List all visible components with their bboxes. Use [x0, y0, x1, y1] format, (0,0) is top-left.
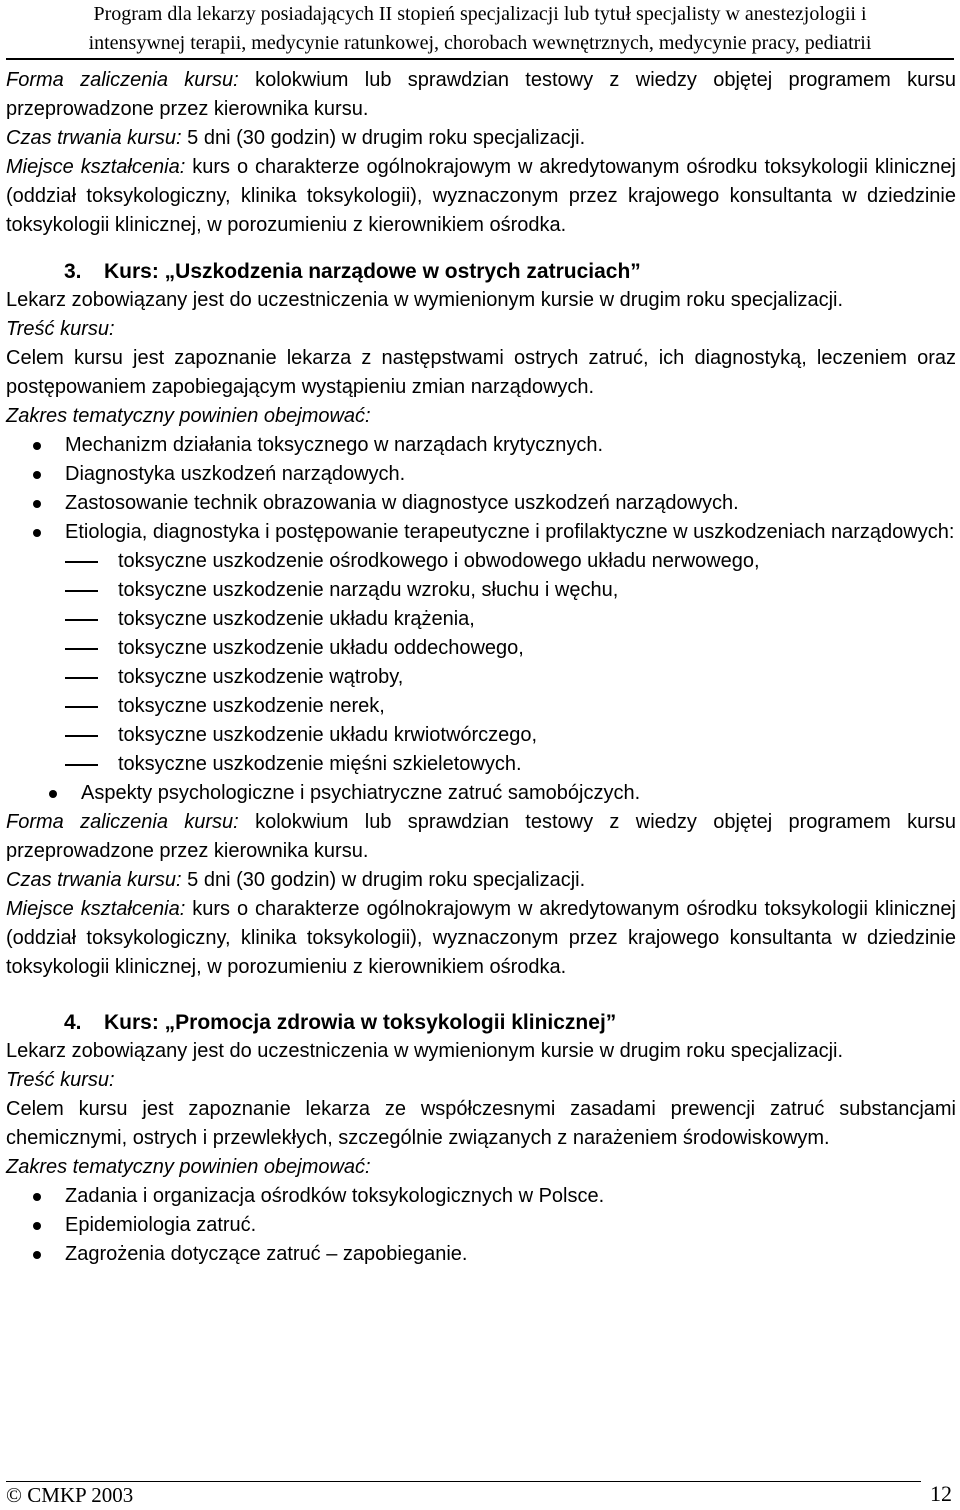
list-item: toksyczne uszkodzenie ośrodkowego i obwodowego układu nerwowego, [6, 547, 956, 576]
czas-trwania-paragraph [6, 124, 956, 153]
list-item: Epidemiologia zatruć. [6, 1211, 956, 1240]
forma-zaliczenia-label: Forma zaliczenia kursu: [6, 69, 239, 91]
course-3-title: Kurs: „Uszkodzenia narządowe w ostrych zatruciach” [104, 260, 641, 283]
course-4-title: Kurs: „Promocja zdrowia w toksykologii klinicznej” [104, 1011, 617, 1034]
course-3-forma-label: Forma zaliczenia kursu: [6, 811, 239, 833]
course-3-topic-list [6, 431, 956, 547]
list-item: toksyczne uszkodzenie narządu wzroku, słuchu i węchu, [6, 576, 956, 605]
miejsce-ksztalcenia-paragraph [6, 153, 956, 240]
miejsce-ksztalcenia-label: Miejsce kształcenia: [6, 156, 186, 178]
list-item: Etiologia, diagnostyka i postępowanie terapeutyczne i profilaktyczne w uszkodzeniach narządowych: [6, 518, 956, 547]
page-header [6, 0, 954, 60]
course-3-number: 3. [64, 260, 82, 283]
footer-copyright: © CMKP 2003 [6, 1483, 134, 1507]
list-item: toksyczne uszkodzenie układu krwiotwórczego, [6, 721, 956, 750]
course-3-heading [64, 257, 956, 286]
list-item: toksyczne uszkodzenie układu krążenia, [6, 605, 956, 634]
course-3-czas-label: Czas trwania kursu: [6, 869, 182, 891]
course-4-number: 4. [64, 1011, 82, 1034]
course-4-heading [64, 1008, 956, 1037]
list-item: toksyczne uszkodzenie mięśni szkieletowych. [6, 750, 956, 779]
course-3-subtitle: Lekarz zobowiązany jest do uczestniczenia w wymienionym kursie w drugim roku specjalizacji. [6, 289, 844, 311]
course-3-tresc-text: Celem kursu jest zapoznanie lekarza z następstwami ostrych zatruć, ich diagnostyką, leczeniem oraz postępowaniem zapobiegającym wystąpieniu zmian narządowych. [6, 347, 956, 398]
course-3-tresc-label: Treść kursu: [6, 318, 115, 340]
course-3-topic-list-end [6, 779, 956, 808]
header-line-1: Program dla lekarzy posiadających II stopień specjalizacji lub tytuł specjalisty w anestezjologii i [93, 3, 867, 25]
course-3-subtopic-list [6, 547, 956, 779]
course-3-zakres-label: Zakres tematyczny powinien obejmować: [6, 405, 371, 427]
list-item: toksyczne uszkodzenie nerek, [6, 692, 956, 721]
course-3-miejsce-text: kurs o charakterze ogólnokrajowym w akredytowanym ośrodku toksykologii klinicznej (oddział toksykologiczny, klinika toksykologii), wyznaczonym przez krajowego konsultanta w dziedzinie toksykologii klinicznej, w porozumieniu z kierownikiem ośrodka. [6, 898, 956, 978]
forma-zaliczenia-text: kolokwium lub sprawdzian testowy z wiedzy objętej programem kursu przeprowadzone przez kierownika kursu. [6, 69, 956, 120]
course-3-forma-paragraph [6, 808, 956, 866]
course-4-topic-list [6, 1182, 956, 1269]
footer-divider [6, 1481, 921, 1482]
list-item: Zagrożenia dotyczące zatruć – zapobieganie. [6, 1240, 956, 1269]
list-item: Zadania i organizacja ośrodków toksykologicznych w Polsce. [6, 1182, 956, 1211]
page-number: 12 [930, 1481, 952, 1506]
list-item: Aspekty psychologiczne i psychiatryczne zatruć samobójczych. [6, 779, 956, 808]
list-item: toksyczne uszkodzenie układu oddechowego, [6, 634, 956, 663]
miejsce-ksztalcenia-text: kurs o charakterze ogólnokrajowym w akredytowanym ośrodku toksykologii klinicznej (oddział toksykologiczny, klinika toksykologii), wyznaczonym przez krajowego konsultanta w dziedzinie toksykologii klinicznej, w porozumieniu z kierownikiem ośrodka. [6, 156, 956, 236]
course-3-miejsce-paragraph [6, 895, 956, 982]
list-item: Mechanizm działania toksycznego w narządach krytycznych. [6, 431, 956, 460]
course-3-forma-text: kolokwium lub sprawdzian testowy z wiedzy objętej programem kursu przeprowadzone przez kierownika kursu. [6, 811, 956, 862]
course-4-tresc-label: Treść kursu: [6, 1069, 115, 1091]
course-3-czas-text: 5 dni (30 godzin) w drugim roku specjalizacji. [181, 869, 586, 891]
header-line-2: intensywnej terapii, medycynie ratunkowej, chorobach wewnętrznych, medycynie pracy, pediatrii [88, 32, 872, 54]
course-4-zakres-label: Zakres tematyczny powinien obejmować: [6, 1156, 371, 1178]
czas-trwania-text: 5 dni (30 godzin) w drugim roku specjalizacji. [181, 127, 586, 149]
czas-trwania-label: Czas trwania kursu: [6, 127, 182, 149]
document-body [6, 66, 956, 1269]
list-item: Zastosowanie technik obrazowania w diagnostyce uszkodzeń narządowych. [6, 489, 956, 518]
list-item: Diagnostyka uszkodzeń narządowych. [6, 460, 956, 489]
course-3-czas-paragraph [6, 866, 956, 895]
list-item: toksyczne uszkodzenie wątroby, [6, 663, 956, 692]
course-4-tresc-text: Celem kursu jest zapoznanie lekarza ze współczesnymi zasadami prewencji zatruć substancjami chemicznymi, ostrych i przewlekłych, szczególnie związanych z narażeniem środowiskowym. [6, 1098, 956, 1149]
forma-zaliczenia-paragraph [6, 66, 956, 124]
course-4-subtitle: Lekarz zobowiązany jest do uczestniczenia w wymienionym kursie w drugim roku specjalizacji. [6, 1040, 844, 1062]
course-3-miejsce-label: Miejsce kształcenia: [6, 898, 186, 920]
